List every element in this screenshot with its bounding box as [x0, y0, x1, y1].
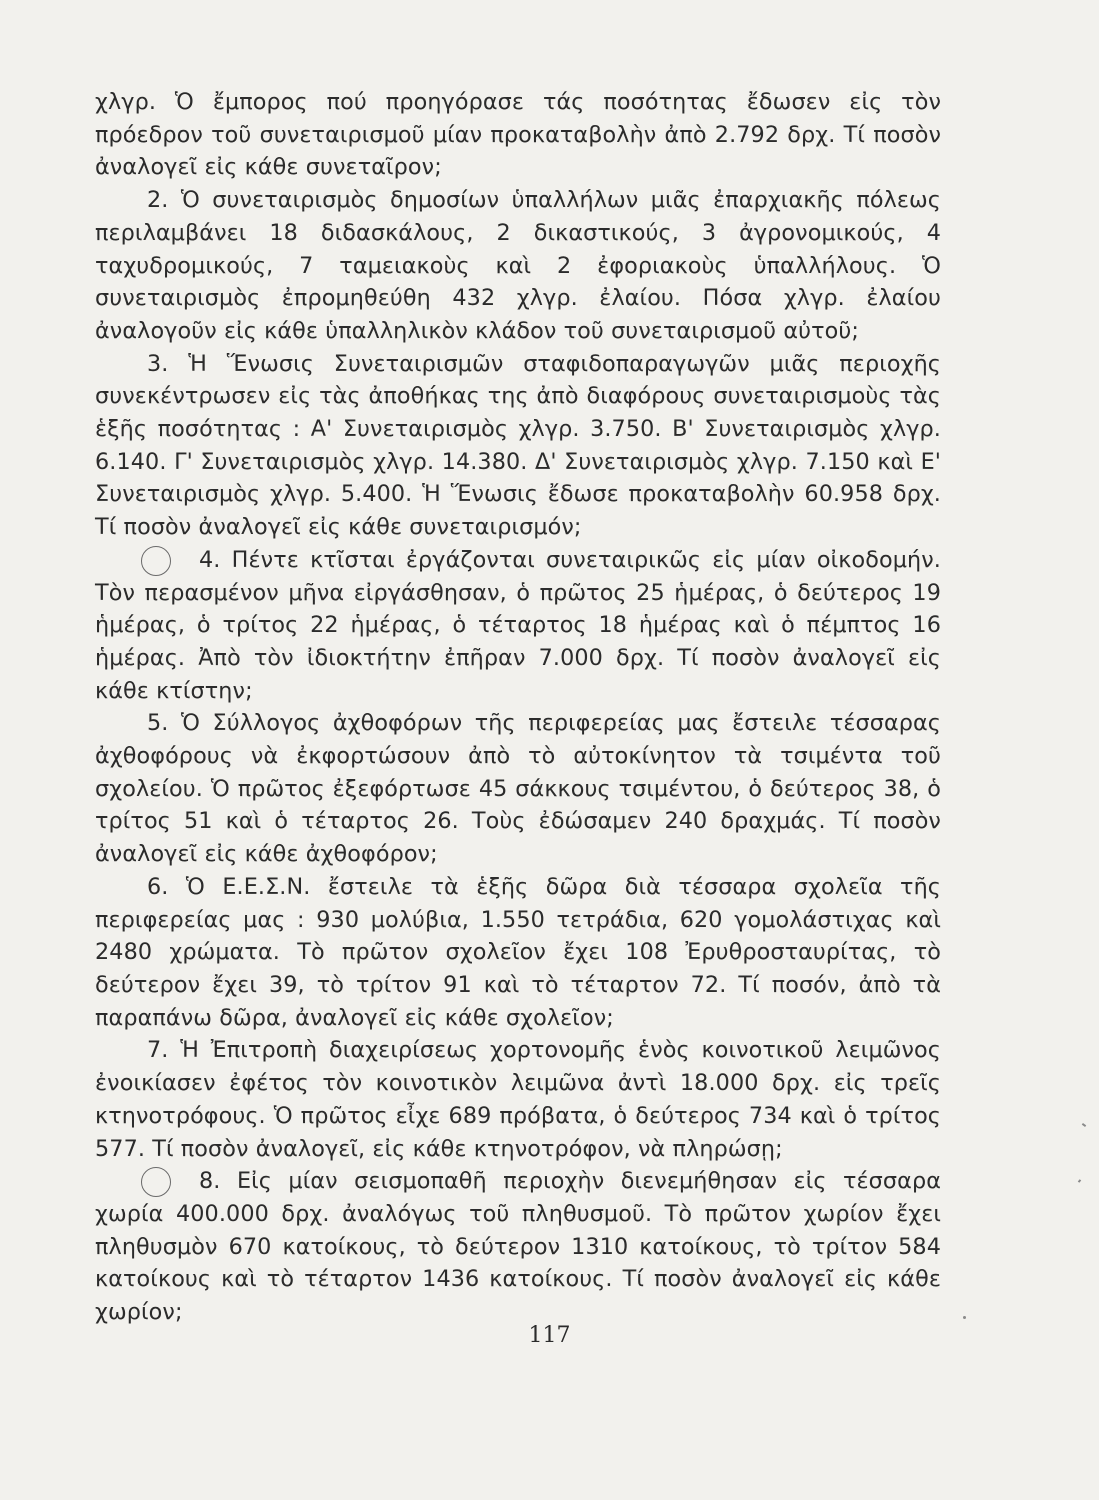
scan-speck: [1082, 1123, 1086, 1127]
body-text: [95, 86, 941, 1329]
paragraph-text: 7. Ἡ Ἐπιτροπὴ διαχειρίσεως χορτονομῆς ἑνὸς κοινοτικοῦ λειμῶνος ἐνοικίασεν ἐφέτος τὸν κοινοτικὸν λειμῶνα ἀντὶ 18.000 δρχ. εἰς τρεῖς κτηνοτρόφους. Ὁ πρῶτος εἶχε 689 πρόβατα, ὁ δεύτερος 734 καὶ ὁ τρίτος 577. Τί ποσὸν ἀναλογεῖ, εἰς κάθε κτηνοτρόφον, νὰ πληρώσῃ;: [95, 1037, 941, 1162]
problem-number: 8.: [199, 1168, 221, 1195]
problem-number: 4.: [199, 546, 221, 573]
circled-number-mark: [147, 1165, 220, 1198]
scan-speck: [963, 1316, 966, 1319]
paragraph-text: 6. Ὁ Ε.Ε.Σ.Ν. ἔστειλε τὰ ἑξῆς δῶρα διὰ τέσσαρα σχολεῖα τῆς περιφερείας μας : 930 μολύβια, 1.550 τετράδια, 620 γομολάστιχας καὶ 2480 χρώματα. Τὸ πρῶτον σχολεῖον ἔχει 108 Ἐρυθροσταυρίτας, τὸ δεύτερον ἔχει 39, τὸ τρίτον 91 καὶ τὸ τέταρτον 72. Τί ποσόν, ἀπὸ τὰ παραπάνω δῶρα, ἀναλογεῖ εἰς κάθε σχολεῖον;: [95, 873, 941, 1031]
problem-5: [95, 707, 941, 871]
paragraph-text: 3. Ἡ Ἕνωσις Συνεταιρισμῶν σταφιδοπαραγωγῶν μιᾶς περιοχῆς συνεκέντρωσεν εἰς τὰς ἀποθήκας της ἀπὸ διαφόρους συνεταιρισμοὺς τὰς ἑξῆς ποσότητας : Α' Συνεταιρισμὸς χλγρ. 3.750. Β' Συνεταιρισμὸς χλγρ. 6.140. Γ' Συνεταιρισμὸς χλγρ. 14.380. Δ' Συνεταιρισμὸς χλγρ. 7.150 καὶ Ε' Συνεταιρισμὸς χλγρ. 5.400. Ἡ Ἕνωσις ἔδωσε προκαταβολὴν 60.958 δρχ. Τί ποσὸν ἀναλογεῖ εἰς κάθε συνεταιρισμόν;: [95, 350, 941, 541]
paragraph-text: χλγρ. Ὁ ἔμπορος πού προηγόρασε τάς ποσότητας ἔδωσεν εἰς τὸν πρόεδρον τοῦ συνεταιρισμοῦ μίαν προκαταβολὴν ἀπὸ 2.792 δρχ. Τί ποσὸν ἀναλογεῖ εἰς κάθε συνεταῖρον;: [95, 89, 941, 181]
problem-7: [95, 1034, 941, 1165]
paragraph-text: Εἰς μίαν σεισμοπαθῆ περιοχὴν διενεμήθησαν εἰς τέσσαρα χωρία 400.000 δρχ. ἀναλόγως τοῦ πληθυσμοῦ. Τὸ πρῶτον χωρίον ἔχει πληθυσμὸν 670 κατοίκους, τὸ δεύτερον 1310 κατοίκους, τὸ τρίτον 584 κατοίκους καὶ τὸ τέταρτον 1436 κατοίκους. Τί ποσὸν ἀναλογεῖ εἰς κάθε χωρίον;: [95, 1168, 941, 1326]
problem-2: [95, 184, 941, 348]
paragraph-text: Πέντε κτῖσται ἐργάζονται συνεταιρικῶς εἰς μίαν οἰκοδομήν. Τὸν περασμένον μῆνα εἰργάσθησαν, ὁ πρῶτος 25 ἡμέρας, ὁ δεύτερος 19 ἡμέρας, ὁ τρίτος 22 ἡμέρας, ὁ τέταρτος 18 ἡμέρας καὶ ὁ πέμπτος 16 ἡμέρας. Ἀπὸ τὸν ἰδιοκτήτην ἐπῆραν 7.000 δρχ. Τί ποσὸν ἀναλογεῖ εἰς κάθε κτίστην;: [95, 546, 941, 704]
circled-number-mark: [147, 544, 220, 577]
scan-speck: [1078, 1179, 1081, 1183]
problem-8: [95, 1165, 941, 1329]
paragraph-continuation: [95, 86, 941, 184]
page-number: 117: [528, 1323, 571, 1348]
problem-4: [95, 544, 941, 708]
paragraph-text: 2. Ὁ συνεταιρισμὸς δημοσίων ὑπαλλήλων μιᾶς ἐπαρχιακῆς πόλεως περιλαμβάνει 18 διδασκάλους, 2 δικαστικούς, 3 ἀγρονομικούς, 4 ταχυδρομικούς, 7 ταμειακοὺς καὶ 2 ἐφοριακοὺς ὑπαλλήλους. Ὁ συνεταιρισμὸς ἐπρομηθεύθη 432 χλγρ. ἐλαίου. Πόσα χλγρ. ἐλαίου ἀναλογοῦν εἰς κάθε ὑπαλληλικὸν κλάδον τοῦ συνεταιρισμοῦ αὐτοῦ;: [95, 187, 941, 344]
problem-6: [95, 871, 941, 1035]
problem-3: [95, 348, 941, 544]
paragraph-text: 5. Ὁ Σύλλογος ἀχθοφόρων τῆς περιφερείας μας ἔστειλε τέσσαρας ἀχθοφόρους νὰ ἐκφορτώσουν ἀπὸ τὸ αὐτοκίνητον τὰ τσιμέντα τοῦ σχολείου. Ὁ πρῶτος ἐξεφόρτωσε 45 σάκκους τσιμέντου, ὁ δεύτερος 38, ὁ τρίτος 51 καὶ ὁ τέταρτος 26. Τοὺς ἐδώσαμεν 240 δραχμάς. Τί ποσὸν ἀναλογεῖ εἰς κάθε ἀχθοφόρον;: [95, 710, 941, 868]
